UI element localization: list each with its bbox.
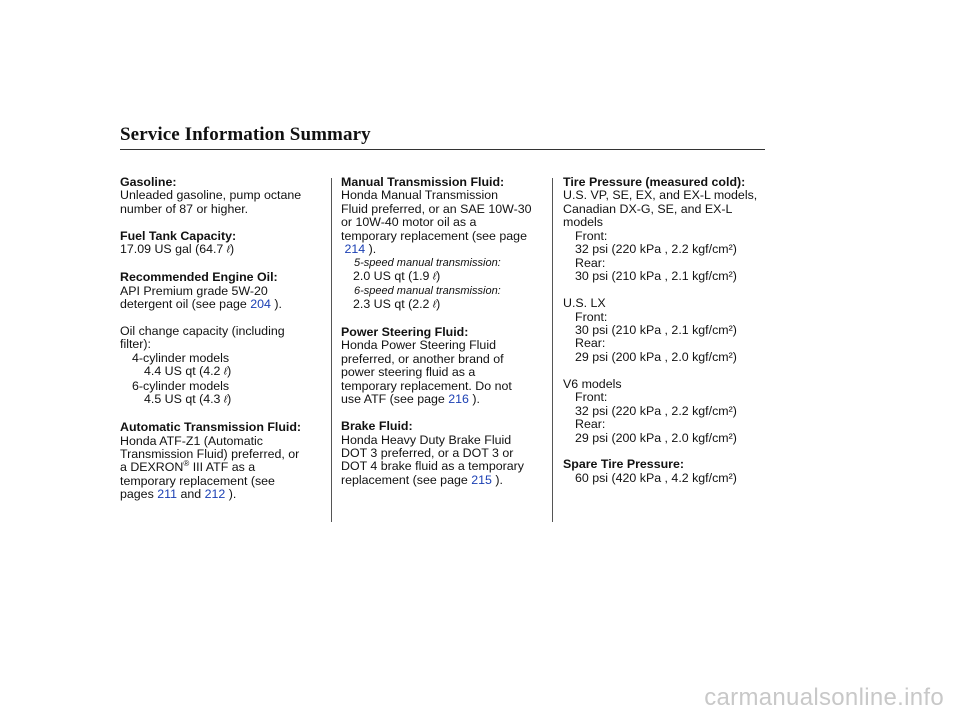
registered-mark: ® — [183, 459, 190, 469]
spare-pressure-value: 60 psi (420 kPa , 4.2 kgf/cm²) — [575, 470, 737, 485]
power-steering-text-3: power steering fluid as a — [341, 365, 476, 380]
brake-fluid-heading: Brake Fluid: — [341, 419, 413, 434]
brake-fluid-text-2: DOT 3 preferred, or a DOT 3 or — [341, 446, 514, 461]
engine-oil-heading: Recommended Engine Oil: — [120, 270, 278, 285]
watermark-text: carmanualsonline.info — [704, 684, 944, 711]
page-link-204[interactable]: 204 — [250, 297, 271, 312]
liter-symbol: ℓ — [432, 299, 437, 311]
column-left — [120, 176, 320, 502]
engine-oil-text-1: API Premium grade 5W-20 — [120, 283, 268, 298]
power-steering-text-2: preferred, or another brand of — [341, 351, 504, 366]
atf-text-1: Honda ATF-Z1 (Automatic — [120, 433, 263, 448]
v6-label: V6 models — [563, 376, 622, 391]
six-speed-label: 6-speed manual transmission: — [354, 284, 501, 297]
atf-text-3: a DEXRON® III ATF as a — [120, 459, 256, 475]
four-cylinder-label: 4-cylinder models — [132, 350, 230, 365]
six-speed-value: 2.3 US qt (2.2 ℓ) — [353, 297, 441, 312]
tire-pressure-heading: Tire Pressure (measured cold): — [563, 175, 746, 189]
us-vp-text-1: U.S. VP, SE, EX, and EX-L models, — [563, 188, 758, 203]
pressure-value: 30 psi (210 kPa , 2.1 kgf/cm²) — [575, 269, 737, 284]
us-vp-text-2: Canadian DX-G, SE, and EX-L — [563, 201, 733, 216]
atf-text-5: pages 211 and 212 ). — [120, 487, 237, 502]
title-rule — [120, 149, 765, 150]
power-steering-text-4: temporary replacement. Do not — [341, 378, 512, 393]
engine-oil-text-2: detergent oil (see page 204 ). — [120, 297, 282, 312]
power-steering-heading: Power Steering Fluid: — [341, 324, 469, 339]
us-lx-label: U.S. LX — [563, 296, 606, 311]
oil-change-text-2: filter): — [120, 337, 151, 352]
us-vp-text-3: models — [563, 215, 603, 230]
spare-tire-heading: Spare Tire Pressure: — [563, 457, 684, 472]
rear-label: Rear: — [575, 336, 606, 351]
page-title: Service Information Summary — [120, 124, 371, 145]
page-link-216[interactable]: 216 — [448, 392, 469, 407]
liter-symbol: ℓ — [223, 366, 228, 378]
mtf-text-5: 214 ). — [344, 242, 377, 257]
atf-heading: Automatic Transmission Fluid: — [120, 420, 302, 435]
fuel-tank-heading: Fuel Tank Capacity: — [120, 228, 237, 243]
oil-change-text-1: Oil change capacity (including — [120, 323, 285, 338]
page-link-212[interactable]: 212 — [204, 487, 226, 502]
rear-label: Rear: — [575, 255, 606, 270]
atf-text-2: Transmission Fluid) preferred, or — [120, 447, 300, 461]
six-cylinder-value: 4.5 US qt (4.3 ℓ) — [144, 392, 232, 407]
column-divider-1 — [331, 178, 332, 522]
liter-symbol: ℓ — [226, 244, 231, 256]
power-steering-text-5: use ATF (see page 216 ). — [341, 392, 480, 407]
page-link-214[interactable]: 214 — [344, 242, 366, 257]
front-label: Front: — [575, 309, 608, 324]
brake-fluid-text-3: DOT 4 brake fluid as a temporary — [341, 459, 524, 474]
gasoline-text-2: number of 87 or higher. — [120, 201, 249, 216]
pressure-value: 29 psi (200 kPa , 2.0 kgf/cm²) — [575, 430, 737, 445]
column-right — [563, 176, 773, 485]
mtf-text-1: Honda Manual Transmission — [341, 188, 499, 203]
six-cylinder-label: 6-cylinder models — [132, 378, 230, 393]
column-middle — [341, 176, 547, 487]
rear-label: Rear: — [575, 417, 606, 432]
five-speed-value: 2.0 US qt (1.9 ℓ) — [353, 269, 441, 284]
front-label: Front: — [575, 390, 608, 405]
front-label: Front: — [575, 228, 608, 243]
mtf-text-3: or 10W-40 motor oil as a — [341, 215, 477, 230]
brake-fluid-text-4: replacement (see page 215 ). — [341, 472, 503, 487]
page-link-215[interactable]: 215 — [471, 472, 492, 487]
five-speed-label: 5-speed manual transmission: — [354, 256, 501, 269]
gasoline-text-1: Unleaded gasoline, pump octane — [120, 188, 302, 203]
column-divider-2 — [552, 178, 553, 522]
gasoline-heading: Gasoline: — [120, 175, 177, 189]
pressure-value: 32 psi (220 kPa , 2.2 kgf/cm²) — [575, 242, 737, 257]
liter-symbol: ℓ — [223, 394, 228, 406]
brake-fluid-text-1: Honda Heavy Duty Brake Fluid — [341, 432, 512, 447]
pressure-value: 30 psi (210 kPa , 2.1 kgf/cm²) — [575, 322, 737, 337]
fuel-tank-value: 17.09 US gal (64.7 ℓ) — [120, 242, 235, 257]
four-cylinder-value: 4.4 US qt (4.2 ℓ) — [144, 364, 232, 379]
mtf-text-4: temporary replacement (see page — [341, 228, 527, 243]
power-steering-text-1: Honda Power Steering Fluid — [341, 338, 496, 353]
mtf-text-2: Fluid preferred, or an SAE 10W-30 — [341, 201, 532, 216]
pressure-value: 29 psi (200 kPa , 2.0 kgf/cm²) — [575, 349, 737, 364]
atf-text-4: temporary replacement (see — [120, 473, 275, 488]
pressure-value: 32 psi (220 kPa , 2.2 kgf/cm²) — [575, 403, 737, 418]
page-link-211[interactable]: 211 — [157, 487, 177, 502]
liter-symbol: ℓ — [432, 271, 437, 283]
mtf-heading: Manual Transmission Fluid: — [341, 175, 505, 189]
